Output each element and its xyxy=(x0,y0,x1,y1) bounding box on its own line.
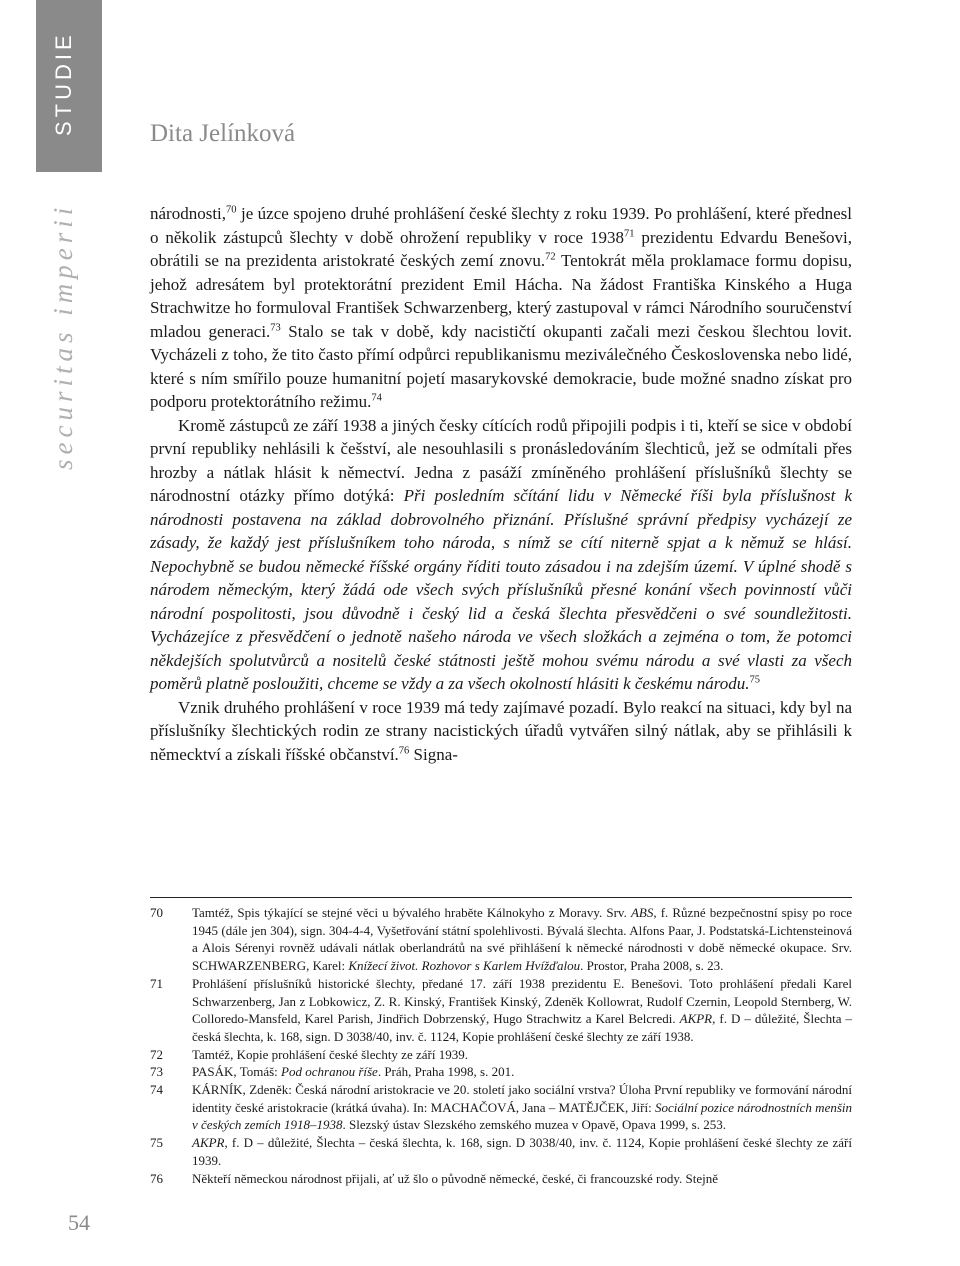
footnote-71 xyxy=(150,975,852,1046)
footnote-text: Prohlášení příslušníků historické šlechty, předané 17. září 1938 prezidentu E. Benešovi. Toto prohlášení předali Karel Schwarzenberg, Jan z Lobkowicz, Z. R. Kinský, František Kinský, Zdeněk Kollowrat, Rudolf Czernin, Leopold Sternberg, W. Colloredo-Mansfeld, Karel Parish, Jindřich Dobrzenský, Hugo Strachwitz a Karel Belcredi. AKPR, f. D – důležité, Šlechta – česká šlechta, k. 168, sign. D 3038/40, inv. č. 1124, Kopie prohlášení české šlechty ze září 1938. xyxy=(192,975,852,1044)
paragraph-1 xyxy=(150,202,852,414)
text-run: Signa- xyxy=(409,744,458,764)
footnote-number: 73 xyxy=(150,1064,163,1080)
journal-title: securitas imperii xyxy=(48,202,78,470)
text-run: Stalo se tak v době, kdy nacističtí okupanti začali mezi českou šlechtou lovit. Vycházeli z toho, že tito často přímí odpůrci republikanismu meziválečného Československa nebo lidé, které s ním smířilo pouze humanitní pojetí masarykovské demokracie, bude možné snadno získat pro podporu protektorátního režimu. xyxy=(150,321,852,411)
text-run: Vznik druhého prohlášení v roce 1939 má tedy zajímavé pozadí. Bylo reakcí na situaci, kdy byl na příslušníky šlechtických rodin ze strany nacistických úřadů vytvářen silný nátlak, aby se přihlásili k německtví a získali říšské občanství. xyxy=(150,697,852,764)
text-run: prezidentu Edvardu Benešovi, obrátili se na prezidenta aristokraté českých zemí znovu. xyxy=(150,227,852,270)
footnote-75 xyxy=(150,1134,852,1169)
footnote-number: 70 xyxy=(150,905,163,920)
footnote-ref-74: 74 xyxy=(371,392,382,404)
footnote-text: AKPR, f. D – důležité, Šlechta – česká šlechta, k. 168, sign. D 3038/40, inv. č. 1124, Kopie prohlášení české šlechty ze září 1939. xyxy=(192,1135,852,1168)
text-run: Tentokrát měla proklamace formu dopisu, jehož adresátem byl protektorátní prezident Emil Hácha. Na žádost Františka Kinského a Huga Strachwitze ho formuloval František Schwarzenberg, který zastupoval v rámci Národního souručenství mladou generaci. xyxy=(150,251,852,341)
section-tab-label: STUDIE xyxy=(51,31,76,136)
quotation: Při posledním sčítání lidu v Německé říši byla příslušnost k národnosti postavena na základ dobrovolného přiznání. Příslušné správní předpisy vycházejí ze zásady, že každý jest příslušníkem toho národa, s nímž se cítí niterně spjat a k němuž se hlásí. Nepochybně se budou německé říšské orgány říditi touto zásadou i na zdejším území. V úplné shodě s národem německým, který žádá ode všech svých příslušníků přesné konání všech povinností vůči národní pospolitosti, jsou důvodně i český lid a česká šlechta přesvědčeni o své soundležitosti. Vycházejíce z přesvědčení o jednotě našeho národa ve všech složkách a zejména o tom, že potomci někdejších spolutvůrců a nositelů české státnosti ještě mohou svému národu a své vlasti za všech poměrů platně posloužiti, chceme se vždy a za všech okolností hlásiti k českému národu. xyxy=(150,486,852,693)
footnote-ref-75: 75 xyxy=(749,674,760,686)
main-text xyxy=(150,202,852,766)
footnote-72 xyxy=(150,1046,852,1064)
footnote-ref-73: 73 xyxy=(270,321,281,333)
footnote-number: 75 xyxy=(150,1135,163,1151)
author-name: Dita Jelínková xyxy=(150,120,296,147)
footnote-ref-76: 76 xyxy=(398,744,410,756)
text-run: je úzce spojeno druhé prohlášení české šlechty z roku 1939. Po prohlášení, které přednesl o několik zástupců šlechty v době ohrožení republiky v roce 1938 xyxy=(150,204,852,247)
footnote-number: 71 xyxy=(150,975,163,991)
text-run: národnosti, xyxy=(150,204,227,223)
footnote-74 xyxy=(150,1081,852,1134)
paragraph-2 xyxy=(150,414,852,696)
footnote-number: 76 xyxy=(150,1170,163,1186)
footnotes xyxy=(150,904,852,1187)
footnote-divider xyxy=(150,897,852,898)
footnote-ref-71: 71 xyxy=(623,227,635,239)
footnote-text: Tamtéž, Spis týkající se stejné věci u bývalého hraběte Kálnokyho z Moravy. Srv. ABS, f. Různé bezpečnostní spisy po roce 1945 (dále jen 304), sign. 304-4-4, Vyšetřování státní spolehlivosti. Bývalá šlechta. Alfons Paar, J. Podstatská-Lichtensteinová a Alois Sérenyi rovněž udávali nátlak oberlandrátů na své přihlášení k německé národnosti v době německé okupace. Srv. SCHWARZENBERG, Karel: Knížecí život. Rozhovor s Karlem Hvížďalou. Prostor, Praha 2008, s. 23. xyxy=(192,905,852,974)
footnote-text: Někteří německou národnost přijali, ať už šlo o původně německé, české, či francouzské rody. Stejně xyxy=(192,1170,718,1186)
footnote-ref-70: 70 xyxy=(226,204,237,216)
page-number: 54 xyxy=(68,1210,90,1235)
footnote-text: PASÁK, Tomáš: Pod ochranou říše. Práh, Praha 1998, s. 201. xyxy=(192,1064,515,1080)
footnote-text: Tamtéž, Kopie prohlášení české šlechty ze září 1939. xyxy=(192,1046,468,1062)
paragraph-3 xyxy=(150,696,852,767)
footnote-73 xyxy=(150,1063,852,1081)
footnote-70 xyxy=(150,904,852,975)
text-run: Kromě zástupců ze září 1938 a jiných česky cítících rodů připojili podpis i ti, kteří se sice v období první republiky nehlásili k češství, ale nesouhlasili s pronásledováním šlechticů, jež se odmítali přes hrozby a nátlak hlásit k němectví. Jedna z pasáží zmíněného prohlášení příslušníků šlechty se národnostní otázky přímo dotýká: xyxy=(150,415,852,505)
footnote-text: KÁRNÍK, Zdeněk: Česká národní aristokracie ve 20. století jako sociální vrstva? Úloha První republiky ve formování národní identity české aristokracie (krátká úvaha). In: MACHAČOVÁ, Jana – MATĚJČEK, Jiří: Sociální pozice národnostních menšin v českých zemích 1918–1938. Slezský ústav Slezského zemského muzea v Opavě, Opava 1999, s. 253. xyxy=(192,1082,853,1133)
footnote-number: 72 xyxy=(150,1046,163,1062)
footnote-76 xyxy=(150,1170,852,1188)
footnote-number: 74 xyxy=(150,1082,163,1098)
footnote-ref-72: 72 xyxy=(545,251,556,263)
